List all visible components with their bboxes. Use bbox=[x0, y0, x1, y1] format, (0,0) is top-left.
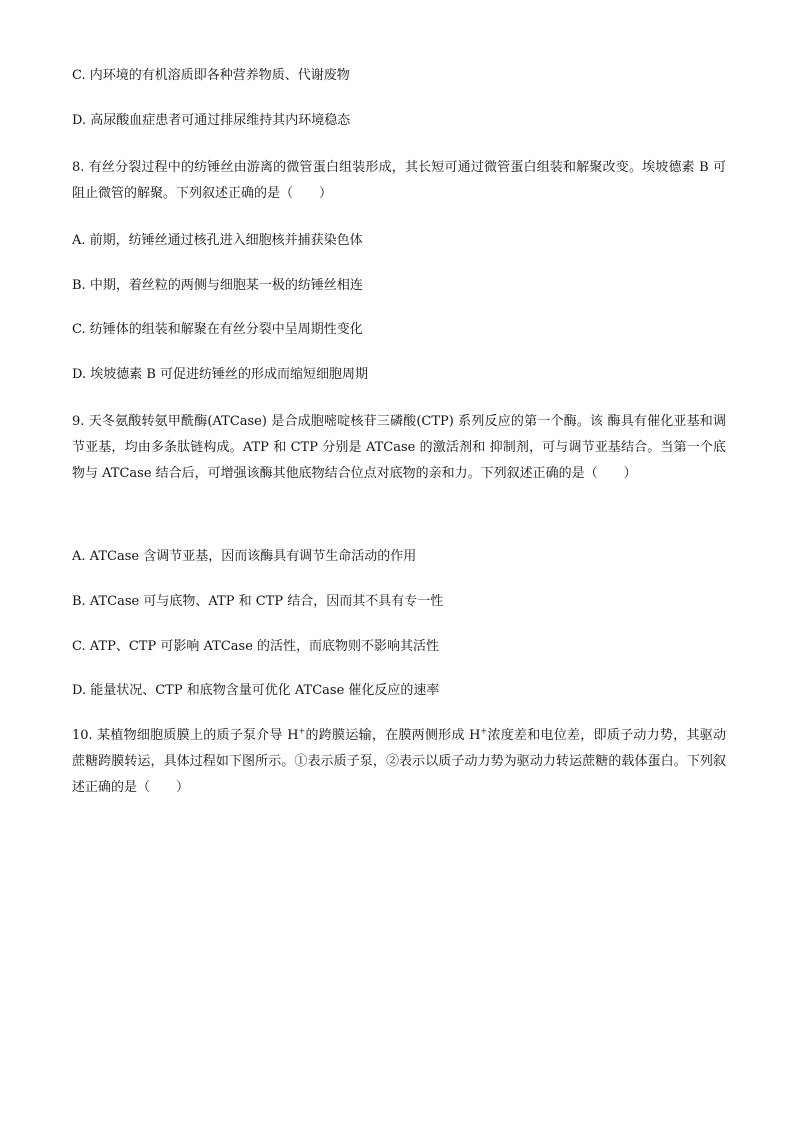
q9-option-c: C. ATP、CTP 可影响 ATCase 的活性，而底物则不影响其活性 bbox=[72, 639, 440, 654]
q8-option-a: A. 前期，纺锤丝通过核孔进入细胞核并捕获染色体 bbox=[72, 233, 363, 248]
q10-stem-part2: 的跨膜运输，在膜两侧形成 H bbox=[305, 728, 481, 743]
q8-stem: 8. 有丝分裂过程中的纺锤丝由游离的微管蛋白组装形成，其长短可通过微管蛋白组装和解聚改变。埃坡德素 B 可阻止微管的解聚。下列叙述正确的是（ ） bbox=[72, 160, 726, 201]
q8-option-d: D. 埃坡德素 B 可促进纺锤丝的形成而缩短细胞周期 bbox=[72, 367, 369, 382]
q8-option-b: B. 中期，着丝粒的两侧与细胞某一极的纺锤丝相连 bbox=[72, 278, 363, 293]
q9-option-a: A. ATCase 含调节亚基，因而该酶具有调节生命活动的作用 bbox=[72, 549, 417, 564]
q7-option-d: D. 高尿酸血症患者可通过排尿维持其内环境稳态 bbox=[72, 113, 351, 128]
q9-option-d: D. 能量状况、CTP 和底物含量可优化 ATCase 催化反应的速率 bbox=[72, 683, 440, 698]
q10-sup-plus-2: + bbox=[480, 726, 488, 736]
q9-stem: 9. 天冬氨酸转氨甲酰酶(ATCase) 是合成胞嘧啶核苷三磷酸(CTP) 系列反应的第一个酶。该 酶具有催化亚基和调节亚基，均由多条肽链构成。ATP 和 CTP 分别是 ATCase 的激活剂和 抑制剂，可与调节亚基结合。当第一个底物与 ATCase 结合后，可增强该酶其他底物结合位点对底物的亲和力。下列叙述正确的是（ ） bbox=[72, 414, 726, 481]
q8-option-c: C. 纺锤体的组装和解聚在有丝分裂中呈周期性变化 bbox=[72, 322, 363, 337]
q10-sup-plus-1: + bbox=[298, 726, 306, 736]
q10-stem bbox=[72, 723, 726, 801]
q10-stem-part1: 10. 某植物细胞质膜上的质子泵介导 H bbox=[72, 728, 299, 743]
q9-option-b: B. ATCase 可与底物、ATP 和 CTP 结合，因而其不具有专一性 bbox=[72, 594, 444, 609]
q10-stem-part3: 浓度差和电位差，即质子动力势，其驱动蔗糖跨膜转运，具体过程如下图所示。①表示质子泵，②表示以质子动力势为驱动力转运蔗糖的载体蛋白。下列叙述正确的是（ ） bbox=[72, 728, 726, 795]
q7-option-c: C. 内环境的有机溶质即各种营养物质、代谢废物 bbox=[72, 68, 350, 83]
